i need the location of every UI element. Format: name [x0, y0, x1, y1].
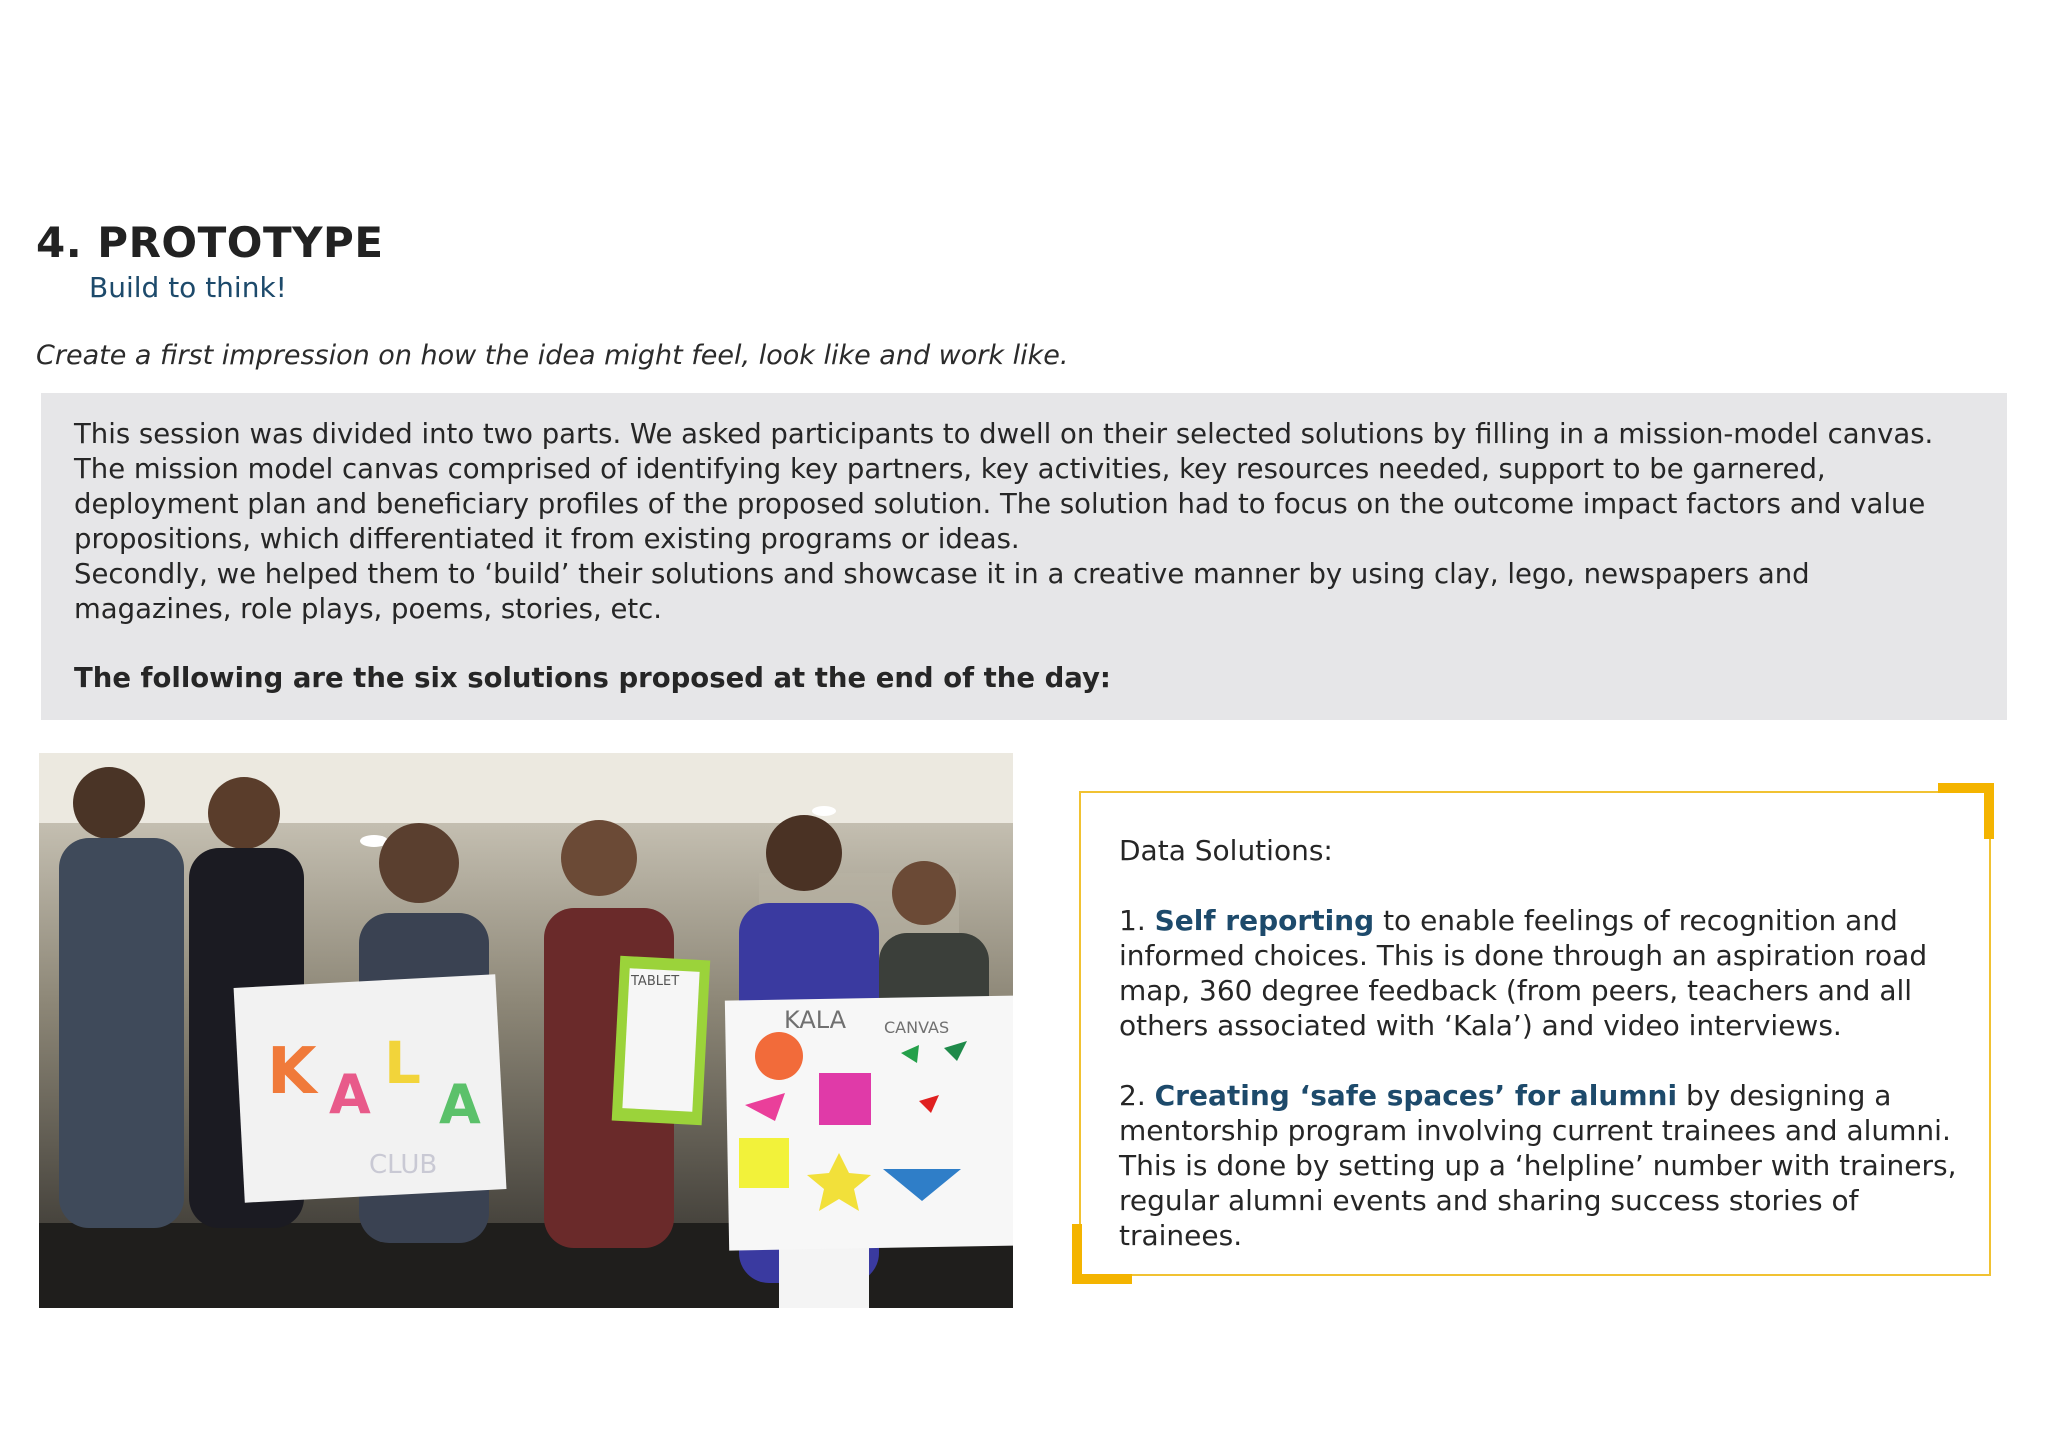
workshop-photo	[39, 753, 1013, 1308]
poster-letter-a2: A	[439, 1073, 481, 1136]
canvas-subtitle: CANVAS	[884, 1018, 950, 1037]
poster-letter-k: K	[267, 1035, 317, 1109]
solution-item-1-highlight: Self reporting	[1154, 904, 1375, 937]
intro-paragraph-1: This session was divided into two parts. We asked participants to dwell on their selected solutions by filling in a mission-model canvas. The mission model canvas comprised of identifying key partners, key activities, key resources needed, support to be garnered, deployment plan and beneficiary profiles of the proposed solution. The solution had to focus on the outcome impact factors and value propositions, which differentiated it from existing programs or ideas.	[74, 418, 1934, 555]
intro-lead: The following are the six solutions proposed at the end of the day:	[74, 662, 1111, 694]
workshop-photo-illustration	[39, 753, 1013, 1308]
section-heading: 4. PROTOTYPE	[36, 218, 384, 267]
solution-item-2-number: 2.	[1119, 1079, 1146, 1112]
solution-item-2	[1119, 1078, 1979, 1253]
card-corner-accent-top-right	[1938, 783, 1994, 839]
tablet-label: TABLET	[631, 974, 680, 989]
solution-item-1-number: 1.	[1119, 904, 1146, 937]
section-tagline: Create a first impression on how the idea might feel, look like and work like.	[36, 340, 1069, 371]
solution-item-2-text: by designing a mentorship program involving current trainees and alumni. This is done by setting up a ‘helpline’ number with trainers, regular alumni events and sharing success stories of trainees.	[1119, 1079, 1957, 1252]
section-subheading: Build to think!	[89, 271, 287, 304]
solution-item-1-text: to enable feelings of recognition and informed choices. This is done through an aspiration road map, 360 degree feedback (from peers, teachers and all others associated with ‘Kala’) and video interviews.	[1119, 904, 1928, 1042]
poster-letter-l: L	[384, 1029, 421, 1097]
card-title: Data Solutions:	[1119, 834, 1333, 867]
solution-item-2-highlight: Creating ‘safe spaces’ for alumni	[1154, 1079, 1678, 1112]
kala-canvas-poster	[725, 995, 1013, 1250]
poster-caption: CLUB	[369, 1150, 438, 1180]
solution-item-1	[1119, 903, 1979, 1043]
kala-club-poster	[234, 974, 507, 1202]
data-solutions-content	[1119, 833, 1979, 1253]
intro-paragraph-2: Secondly, we helped them to ‘build’ their solutions and showcase it in a creative manner by using clay, lego, newspapers and magazines, role plays, poems, stories, etc.	[74, 558, 1810, 625]
intro-box	[41, 393, 2007, 720]
canvas-title: KALA	[784, 1006, 847, 1034]
tablet-prop	[612, 956, 711, 1125]
poster-letter-a1: A	[329, 1063, 371, 1126]
